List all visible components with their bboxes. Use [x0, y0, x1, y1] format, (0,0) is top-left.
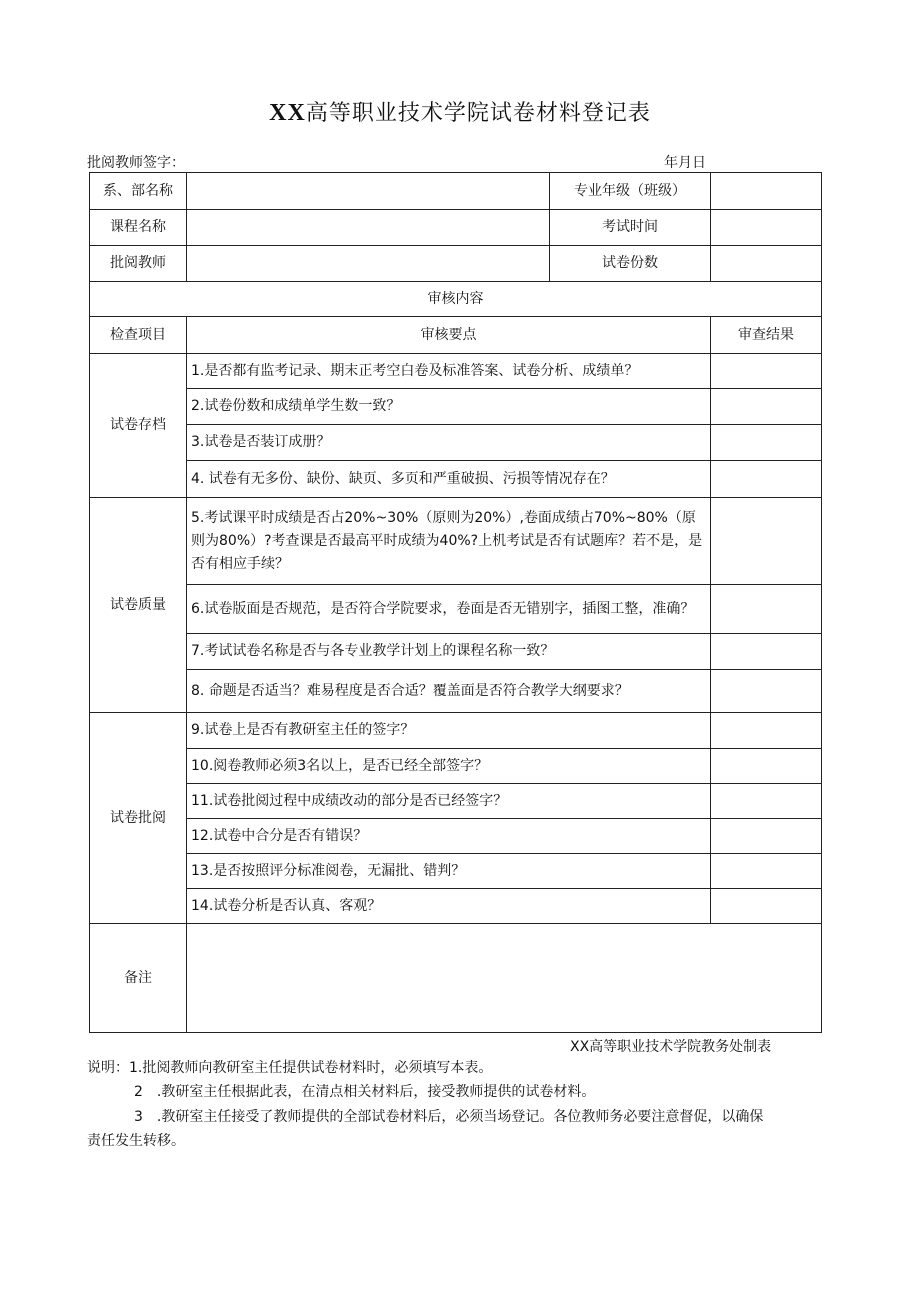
result-field[interactable] — [711, 854, 822, 889]
col-header-result: 审查结果 — [711, 317, 822, 354]
issuer-note: XX高等职业技术学院教务处制表 — [570, 1039, 772, 1055]
check-point: 3.试卷是否装订成册？ — [187, 425, 711, 461]
check-point: 8. 命题是否适当？难易程度是否合适？覆盖面是否符合教学大纲要求？ — [187, 670, 711, 713]
check-point: 9.试卷上是否有教研室主任的签字？ — [187, 713, 711, 749]
result-field[interactable] — [711, 889, 822, 924]
exam-time-field[interactable] — [711, 210, 822, 246]
check-point: 7.考试试卷名称是否与各专业教学计划上的课程名称一致？ — [187, 634, 711, 670]
result-field[interactable] — [711, 670, 822, 713]
result-field[interactable] — [711, 389, 822, 425]
check-point: 14.试卷分析是否认真、客观？ — [187, 889, 711, 924]
result-field[interactable] — [711, 634, 822, 670]
result-field[interactable] — [711, 461, 822, 498]
result-field[interactable] — [711, 819, 822, 854]
date-label: 年月日 — [664, 155, 706, 171]
note-1: 说明：1.批阅教师向教研室主任提供试卷材料时，必须填写本表。 — [87, 1060, 493, 1076]
document-title: XX高等职业技术学院试卷材料登记表 — [269, 100, 651, 126]
result-field[interactable] — [711, 749, 822, 784]
check-point: 1.是否都有监考记录、期末正考空白卷及标准答案、试卷分析、成绩单？ — [187, 354, 711, 389]
check-point: 11.试卷批阅过程中成绩改动的部分是否已经签字？ — [187, 784, 711, 819]
registration-table — [89, 172, 822, 1033]
check-point: 13.是否按照评分标准阅卷，无漏批、错判？ — [187, 854, 711, 889]
group-label-archive: 试卷存档 — [90, 354, 187, 498]
dept-label: 系、部名称 — [90, 173, 187, 210]
col-header-item: 检查项目 — [90, 317, 187, 354]
grader-signature-label: 批阅教师签字： — [87, 155, 185, 171]
check-point: 4. 试卷有无多份、缺份、缺页、多页和严重破损、污损等情况存在？ — [187, 461, 711, 498]
check-point: 2.试卷份数和成绩单学生数一致？ — [187, 389, 711, 425]
result-field[interactable] — [711, 784, 822, 819]
note-2: 2 .教研室主任根据此表，在清点相关材料后，接受教师提供的试卷材料。 — [134, 1084, 596, 1100]
course-field[interactable] — [187, 210, 550, 246]
check-point: 10.阅卷教师必须3名以上，是否已经全部签字？ — [187, 749, 711, 784]
exam-time-label: 考试时间 — [550, 210, 711, 246]
remarks-label: 备注 — [90, 924, 187, 1033]
copies-field[interactable] — [711, 246, 822, 282]
col-header-points: 审核要点 — [187, 317, 711, 354]
result-field[interactable] — [711, 498, 822, 585]
result-field[interactable] — [711, 713, 822, 749]
remarks-field[interactable] — [187, 924, 822, 1033]
note-3: 3 .教研室主任接受了教师提供的全部试卷材料后，必须当场登记。各位教师务必要注意督促，以确保 — [134, 1109, 764, 1125]
result-field[interactable] — [711, 585, 822, 634]
copies-label: 试卷份数 — [550, 246, 711, 282]
check-point: 12.试卷中合分是否有错误？ — [187, 819, 711, 854]
teacher-field[interactable] — [187, 246, 550, 282]
group-label-grading: 试卷批阅 — [90, 713, 187, 924]
result-field[interactable] — [711, 354, 822, 389]
teacher-label: 批阅教师 — [90, 246, 187, 282]
course-label: 课程名称 — [90, 210, 187, 246]
note-3-continued: 责任发生转移。 — [87, 1133, 185, 1149]
check-point: 6.试卷版面是否规范，是否符合学院要求，卷面是否无错别字，插图工整，准确？ — [187, 585, 711, 634]
grade-field[interactable] — [711, 173, 822, 210]
result-field[interactable] — [711, 425, 822, 461]
review-section-title: 审核内容 — [90, 282, 822, 317]
dept-field[interactable] — [187, 173, 550, 210]
grade-label: 专业年级（班级） — [550, 173, 711, 210]
group-label-quality: 试卷质量 — [90, 498, 187, 713]
check-point: 5.考试课平时成绩是否占20%~30%（原则为20%）,卷面成绩占70%~80%（原则为80%）?考查课是否最高平时成绩为40%?上机考试是否有试题库？若不是，是否有相应手续？ — [187, 498, 711, 585]
